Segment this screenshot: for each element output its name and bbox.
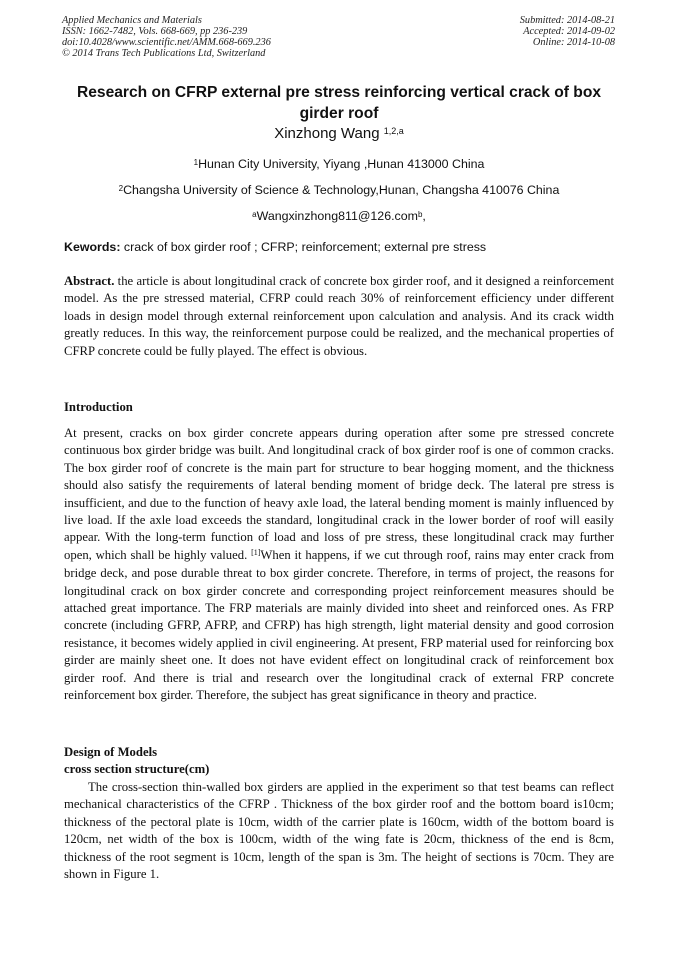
introduction-heading: Introduction bbox=[64, 400, 133, 414]
email-line bbox=[0, 209, 678, 223]
abstract bbox=[64, 273, 614, 360]
abstract-label: Abstract. bbox=[64, 274, 115, 288]
affiliation-1 bbox=[0, 157, 678, 171]
author-name: Xinzhong Wang bbox=[274, 125, 380, 142]
accepted-date: Accepted: 2014-09-02 bbox=[523, 26, 615, 37]
doi-line: doi:10.4028/www.scientific.net/AMM.668-669.236 bbox=[62, 37, 271, 48]
design-heading: Design of Models bbox=[64, 745, 158, 759]
email-trail: , bbox=[422, 209, 426, 223]
journal-name: Applied Mechanics and Materials bbox=[62, 15, 202, 26]
introduction-text-1: At present, cracks on box girder concrete appears during operation after some pre stressed concrete continuous box girder bridge was built. And longitudinal crack of box girder roof is one of common cracks. The box girder roof of concrete is the main part for structure to bear hogging moment, and the thickness should also satisfy the requirements of lateral bending moment of bridge deck. The lateral pre stress is insufficient, and due to the function of heavy axle load, the lateral bending moment is mainly influenced by live load. If the axle load exceeds the standard, longitudinal crack in the lower border of roof will easily appear. With the long-term function of load and loss of pre stress, these longitudinal crack may further open, which shall be highly valued. bbox=[64, 426, 614, 562]
affiliation-1-text: Hunan City University, Yiyang ,Hunan 413000 China bbox=[198, 157, 485, 171]
journal-header-left bbox=[62, 15, 271, 59]
email-text: Wangxinzhong811@126.com bbox=[256, 209, 418, 223]
copyright-line: © 2014 Trans Tech Publications Ltd, Switzerland bbox=[62, 48, 266, 59]
author-line bbox=[0, 125, 678, 142]
citation-ref-1[interactable]: [1] bbox=[251, 547, 261, 557]
online-date: Online: 2014-10-08 bbox=[532, 37, 615, 48]
email-mark-after: b bbox=[417, 210, 423, 219]
introduction-text-2: When it happens, if we cut through roof, rains may enter crack from bridge deck, and pose durable threat to box girder concrete. Therefore, in terms of project, the reasons for longitudinal crack on box girder concrete and corresponding project reinforcement measures should be attached great importance. The FRP materials are mainly divided into sheet and reinforced ones. As FRP concrete (including GFRP, AFRP, and CFRP) has high strength, light material density and good corrosion resistance, it becomes widely applied in civil engineering. At present, FRP material used for reinforcing box girder are mainly sheet one. It does not have evident effect on longitudinal crack of reinforcement box girder roof. And there is trial and research over the longitudinal crack of external FRP concrete reinforcement box girder. Therefore, the subject has great significance in theory and practice. bbox=[64, 547, 615, 703]
email-mark: a bbox=[252, 210, 257, 219]
keywords bbox=[64, 240, 624, 254]
author-affiliation-marks: 1,2,a bbox=[383, 126, 404, 136]
issn-line: ISSN: 1662-7482, Vols. 668-669, pp 236-239 bbox=[62, 26, 248, 37]
keywords-text: crack of box girder roof ; CFRP; reinforcement; external pre stress bbox=[120, 240, 487, 254]
affiliation-2-mark: 2 bbox=[118, 184, 124, 193]
design-paragraph: The cross-section thin-walled box girders are applied in the experiment so that test beams can reflect mechanical characteristics of the CFRP . Thickness of the box girder roof and the bottom board is10cm; thickness of the pectoral plate is 10cm, width of the carrier plate is 160cm, width of the bottom board is 120cm, net width of the box is 100cm, width of the wing fate is 20cm, thickness of the end is 8cm, thickness of the root segment is 10cm, length of the span is 3m. The height of sections is 70cm. They are shown in Figure 1. bbox=[64, 780, 614, 882]
keywords-label: Kewords: bbox=[64, 240, 121, 254]
paper-title: Research on CFRP external pre stress reinforcing vertical crack of box girder roof bbox=[76, 84, 602, 122]
affiliation-1-mark: 1 bbox=[193, 158, 199, 167]
abstract-text: the article is about longitudinal crack of concrete box girder roof, and it designed a reinforcement model. As the pre stressed material, CFRP could reach 30% of reinforcement efficiency under different loads in design model through external reinforcement upon calculation and analysis. And its crack width greatly reduces. In this way, the reinforcement purpose could be realized, and the mechanical properties of CFRP concrete could be fully played. The effect is obvious. bbox=[64, 274, 614, 358]
journal-header-right bbox=[520, 15, 615, 48]
affiliation-2-text: Changsha University of Science & Technology,Hunan, Changsha 410076 China bbox=[123, 183, 560, 197]
introduction-paragraph bbox=[64, 425, 614, 705]
affiliation-2 bbox=[0, 183, 678, 197]
design-subheading: cross section structure(cm) bbox=[64, 762, 210, 776]
submitted-date: Submitted: 2014-08-21 bbox=[519, 15, 615, 26]
